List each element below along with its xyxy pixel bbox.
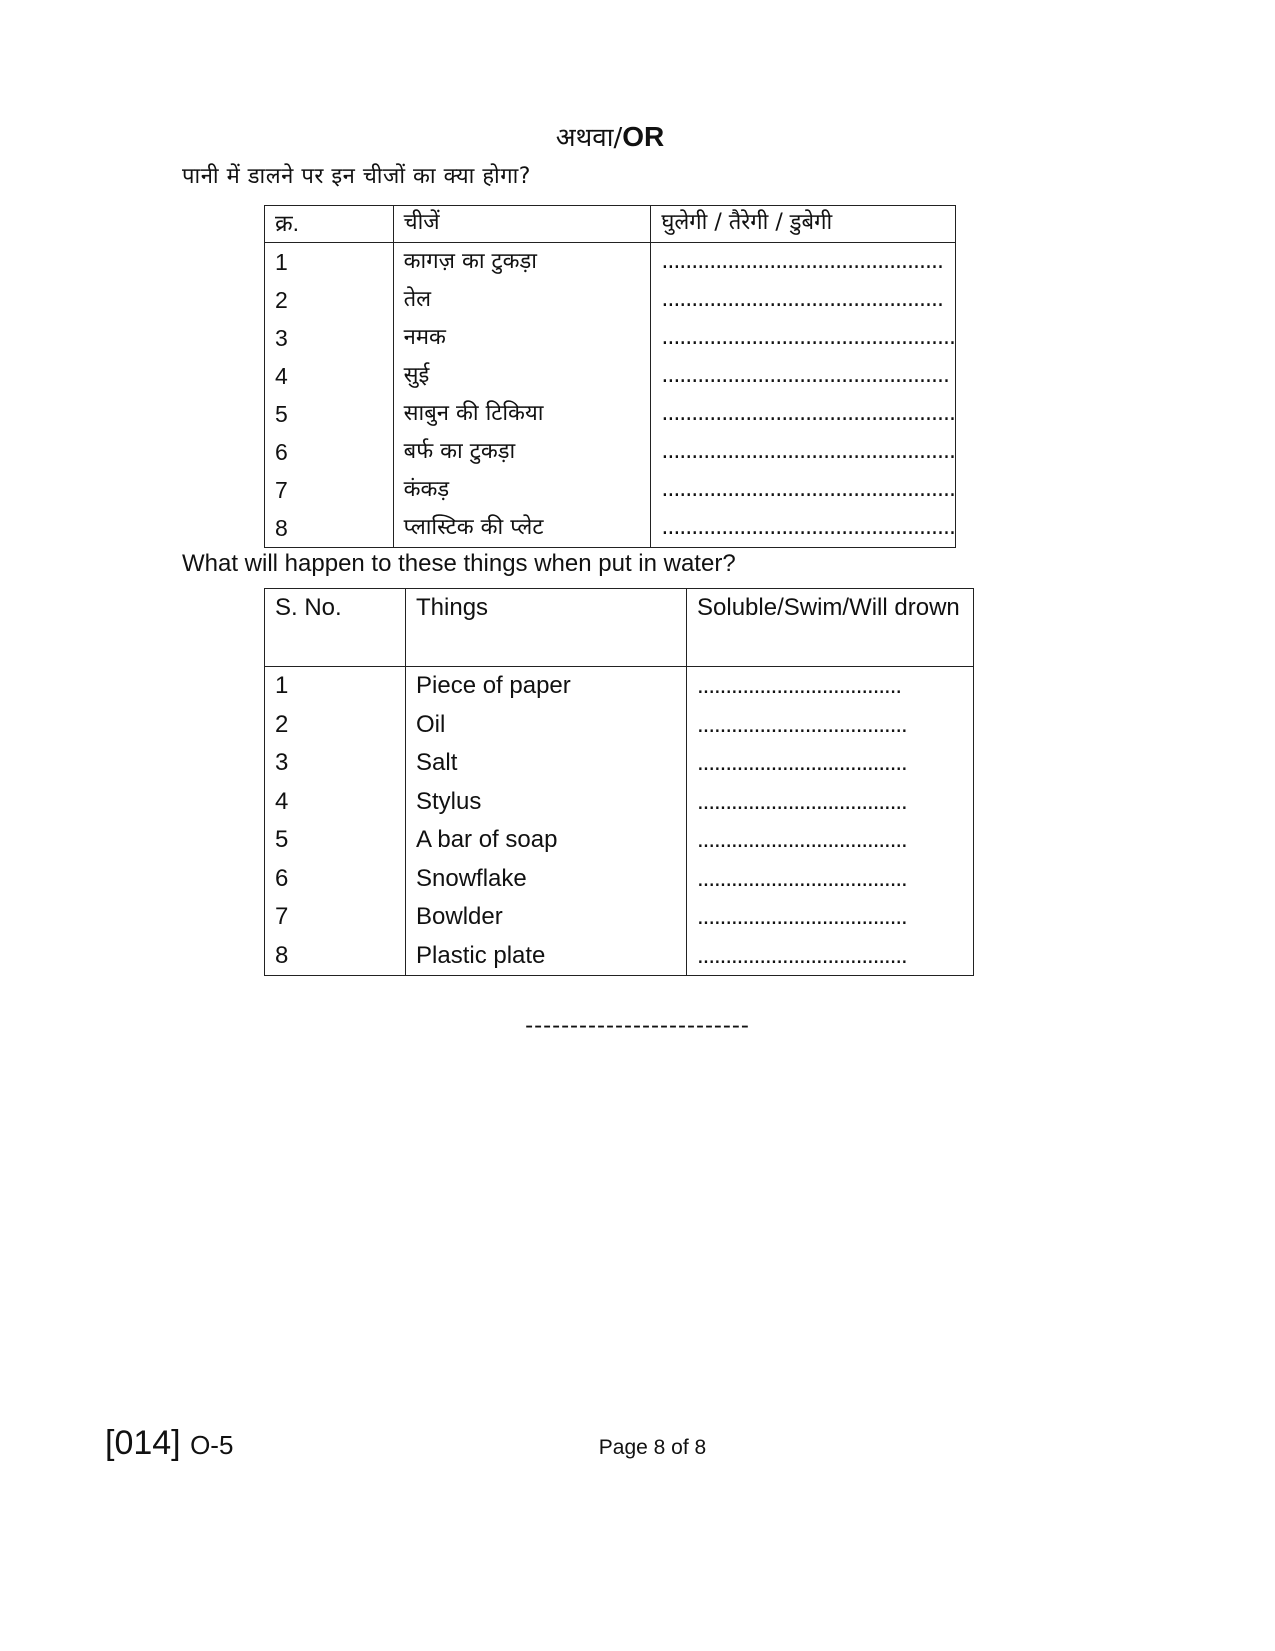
column-header-things: चीजें bbox=[393, 206, 651, 243]
table-row bbox=[265, 395, 956, 433]
answer-blank[interactable]: ................................................. bbox=[651, 509, 956, 548]
column-header-number: क्र. bbox=[265, 206, 394, 243]
table-row bbox=[265, 667, 974, 706]
answer-blank[interactable]: ............................................... bbox=[651, 281, 956, 319]
row-number: 4 bbox=[265, 783, 406, 822]
row-item: Oil bbox=[406, 706, 687, 745]
row-number: 8 bbox=[265, 937, 406, 976]
row-item: Stylus bbox=[406, 783, 687, 822]
table-row bbox=[265, 509, 956, 548]
row-item: साबुन की टिकिया bbox=[393, 395, 651, 433]
row-item: कंकड़ bbox=[393, 471, 651, 509]
paper-code-number: [014] bbox=[105, 1424, 181, 1462]
row-number: 8 bbox=[265, 509, 394, 548]
row-number: 5 bbox=[265, 821, 406, 860]
table-header-row bbox=[265, 206, 956, 243]
row-item: Salt bbox=[406, 744, 687, 783]
paper-code-suffix: O-5 bbox=[190, 1430, 234, 1460]
answer-blank[interactable]: ..................................... bbox=[687, 783, 974, 822]
table-row bbox=[265, 706, 974, 745]
row-number: 4 bbox=[265, 357, 394, 395]
row-item: प्लास्टिक की प्लेट bbox=[393, 509, 651, 548]
table-row bbox=[265, 281, 956, 319]
row-number: 6 bbox=[265, 433, 394, 471]
row-item: नमक bbox=[393, 319, 651, 357]
answer-blank[interactable]: .................................... bbox=[687, 667, 974, 706]
row-item: सुई bbox=[393, 357, 651, 395]
table-row bbox=[265, 744, 974, 783]
question-english: What will happen to these things when put in water? bbox=[182, 550, 736, 577]
table-row bbox=[265, 937, 974, 976]
row-item: Piece of paper bbox=[406, 667, 687, 706]
english-answer-table bbox=[264, 588, 974, 976]
table-row bbox=[265, 319, 956, 357]
table-row bbox=[265, 898, 974, 937]
page-number: Page 8 of 8 bbox=[598, 1436, 707, 1459]
answer-blank[interactable]: ..................................... bbox=[687, 706, 974, 745]
table-row bbox=[265, 471, 956, 509]
or-heading-english: OR bbox=[622, 121, 665, 152]
table-header-row bbox=[265, 589, 974, 667]
row-item: बर्फ का टुकड़ा bbox=[393, 433, 651, 471]
row-item: तेल bbox=[393, 281, 651, 319]
answer-blank[interactable]: ..................................... bbox=[687, 898, 974, 937]
row-item: Bowlder bbox=[406, 898, 687, 937]
row-item: Plastic plate bbox=[406, 937, 687, 976]
row-item: कागज़ का टुकड़ा bbox=[393, 243, 651, 282]
end-of-paper-line: ------------------------- bbox=[525, 1012, 750, 1039]
column-header-answer: घुलेगी / तैरेगी / डुबेगी bbox=[651, 206, 956, 243]
column-header-things: Things bbox=[406, 589, 687, 667]
or-heading bbox=[0, 118, 1220, 154]
row-item: Snowflake bbox=[406, 860, 687, 899]
row-number: 3 bbox=[265, 744, 406, 783]
answer-blank[interactable]: ................................................ bbox=[651, 357, 956, 395]
row-number: 7 bbox=[265, 898, 406, 937]
or-heading-hindi: अथवा/ bbox=[555, 123, 623, 153]
row-number: 1 bbox=[265, 667, 406, 706]
row-number: 2 bbox=[265, 706, 406, 745]
table-row bbox=[265, 357, 956, 395]
row-number: 5 bbox=[265, 395, 394, 433]
answer-blank[interactable]: ................................................. bbox=[651, 395, 956, 433]
table-row bbox=[265, 433, 956, 471]
answer-blank[interactable]: ..................................... bbox=[687, 937, 974, 976]
answer-blank[interactable]: ................................................. bbox=[651, 319, 956, 357]
column-header-answer: Soluble/Swim/Will drown bbox=[687, 589, 974, 667]
answer-blank[interactable]: ..................................... bbox=[687, 821, 974, 860]
table-row bbox=[265, 821, 974, 860]
row-number: 3 bbox=[265, 319, 394, 357]
row-number: 2 bbox=[265, 281, 394, 319]
row-item: A bar of soap bbox=[406, 821, 687, 860]
answer-blank[interactable]: ................................................. bbox=[651, 471, 956, 509]
table-row bbox=[265, 783, 974, 822]
answer-blank[interactable]: ..................................... bbox=[687, 860, 974, 899]
question-hindi: पानी में डालने पर इन चीजों का क्या होगा? bbox=[182, 164, 531, 189]
answer-blank[interactable]: ............................................... bbox=[651, 243, 956, 282]
row-number: 1 bbox=[265, 243, 394, 282]
hindi-answer-table bbox=[264, 205, 956, 548]
answer-blank[interactable]: ..................................... bbox=[687, 744, 974, 783]
column-header-number: S. No. bbox=[265, 589, 406, 667]
row-number: 6 bbox=[265, 860, 406, 899]
answer-blank[interactable]: ................................................. bbox=[651, 433, 956, 471]
table-row bbox=[265, 860, 974, 899]
table-row bbox=[265, 243, 956, 282]
row-number: 7 bbox=[265, 471, 394, 509]
